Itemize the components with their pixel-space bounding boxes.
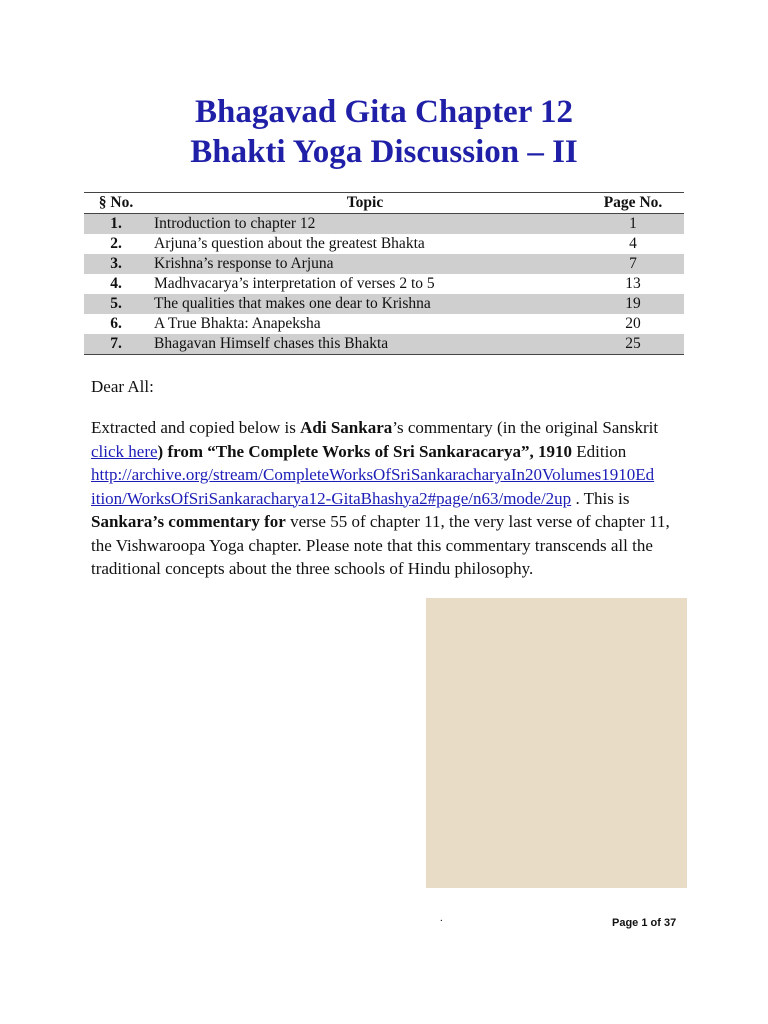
row-page: 7 (582, 254, 684, 274)
paragraph-text: verse 55 of chapter 11, the very last verse of chapter 11, the Vishwaroopa Yoga chapter. Please note that this commentary transcends all the traditional concepts about the three schools of Hindu philosophy. (91, 512, 670, 578)
row-no: 2. (110, 235, 122, 252)
sanskrit-scan-image (85, 590, 427, 972)
contents-table (84, 192, 684, 355)
click-here-link[interactable]: click here (91, 441, 158, 461)
row-page: 1 (582, 214, 684, 235)
table-row (84, 234, 684, 254)
title-line-2: Bhakti Yoga Discussion – II (190, 134, 578, 170)
row-no: 5. (84, 294, 148, 314)
archive-url-line-1: http://archive.org/stream/CompleteWorksOfSriSankaracharyaIn20Volumes1910Ed (91, 465, 655, 484)
row-topic: Arjuna’s question about the greatest Bhakta (154, 235, 425, 252)
row-page: 25 (582, 334, 684, 355)
row-topic: Krishna’s response to Arjuna (148, 254, 582, 274)
row-topic: Introduction to chapter 12 (148, 214, 582, 235)
row-topic: The qualities that makes one dear to Krishna (148, 294, 582, 314)
table-row (84, 254, 684, 274)
english-translation-scan-image (426, 598, 687, 888)
paragraph-text: ’s commentary (in the original Sanskrit (392, 418, 659, 437)
stray-dot: . (440, 912, 443, 924)
table-row (84, 214, 684, 235)
row-page: 19 (582, 294, 684, 314)
table-row (84, 314, 684, 334)
row-page: 13 (625, 275, 641, 292)
table-row (84, 294, 684, 314)
title-line-1: Bhagavad Gita Chapter 12 (194, 94, 574, 130)
row-no: 3. (84, 254, 148, 274)
row-page: 20 (625, 315, 641, 332)
header-page-no: Page No. (582, 193, 684, 214)
paragraph-text: Extracted and copied below is (91, 418, 301, 437)
paragraph-text: Edition (571, 441, 627, 461)
header-section-no: § No. (84, 193, 148, 214)
book-title: ) from “The Complete Works of Sri Sankaracarya”, 1910 (157, 441, 572, 461)
paragraph-text: . This is (571, 488, 630, 508)
document-title (0, 92, 768, 172)
row-page: 4 (629, 235, 637, 252)
row-topic: A True Bhakta: Anapeksha (154, 315, 321, 332)
commentary-emphasis: Sankara’s commentary for (91, 512, 286, 531)
intro-paragraph (91, 416, 691, 581)
row-topic: Madhvacarya’s interpretation of verses 2 to 5 (154, 275, 435, 292)
table-header-row (84, 193, 684, 214)
row-topic: Bhagavan Himself chases this Bhakta (148, 334, 582, 355)
row-no: 1. (84, 214, 148, 235)
row-no: 4. (110, 275, 122, 292)
archive-url-line-2: ition/WorksOfSriSankaracharya12-GitaBhashya2#page/n63/mode/2up (91, 488, 572, 508)
author-name: Adi Sankara (300, 418, 393, 437)
table-row (84, 274, 684, 294)
row-no: 6. (110, 315, 122, 332)
page-number: Page 1 of 37 (612, 917, 677, 929)
row-no: 7. (84, 334, 148, 355)
table-row (84, 334, 684, 355)
archive-url-link[interactable] (91, 465, 654, 508)
greeting: Dear All: (91, 377, 154, 396)
header-topic: Topic (148, 193, 582, 214)
